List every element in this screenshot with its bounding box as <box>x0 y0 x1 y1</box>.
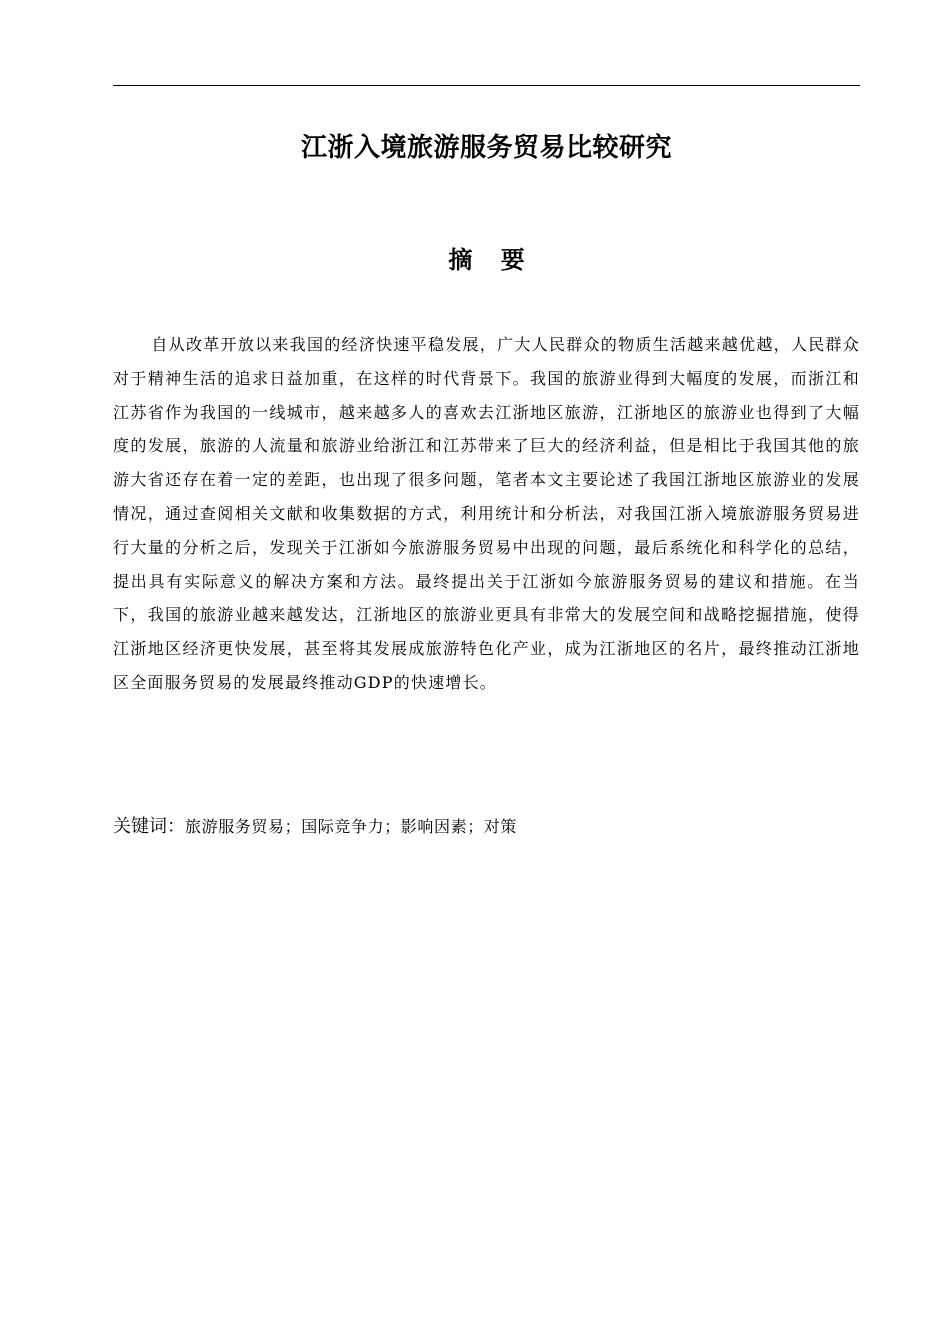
header-rule <box>113 85 860 86</box>
keywords-line <box>113 812 860 842</box>
keywords-label: 关键词： <box>113 816 185 837</box>
abstract-body: 自从改革开放以来我国的经济快速平稳发展，广大人民群众的物质生活越来越优越，人民群众对于精神生活的追求日益加重，在这样的时代背景下。我国的旅游业得到大幅度的发展，而浙江和江苏省作为我国的一线城市，越来越多人的喜欢去江浙地区旅游，江浙地区的旅游业也得到了大幅度的发展，旅游的人流量和旅游业给浙江和江苏带来了巨大的经济利益，但是相比于我国其他的旅游大省还存在着一定的差距，也出现了很多问题，笔者本文主要论述了我国江浙地区旅游业的发展情况，通过查阅相关文献和收集数据的方式，利用统计和分析法，对我国江浙入境旅游服务贸易进行大量的分析之后，发现关于江浙如今旅游服务贸易中出现的问题，最后系统化和科学化的总结，提出具有实际意义的解决方案和方法。最终提出关于江浙如今旅游服务贸易的建议和措施。在当下，我国的旅游业越来越发达，江浙地区的旅游业更具有非常大的发展空间和战略挖掘措施，使得江浙地区经济更快发展，甚至将其发展成旅游特色化产业，成为江浙地区的名片，最终推动江浙地区全面服务贸易的发展最终推动GDP的快速增长。 <box>113 335 860 692</box>
paper-title: 江浙入境旅游服务贸易比较研究 <box>300 133 672 163</box>
keywords-values: 旅游服务贸易；国际竞争力；影响因素；对策 <box>185 817 518 836</box>
abstract-heading: 摘 要 <box>448 246 535 274</box>
